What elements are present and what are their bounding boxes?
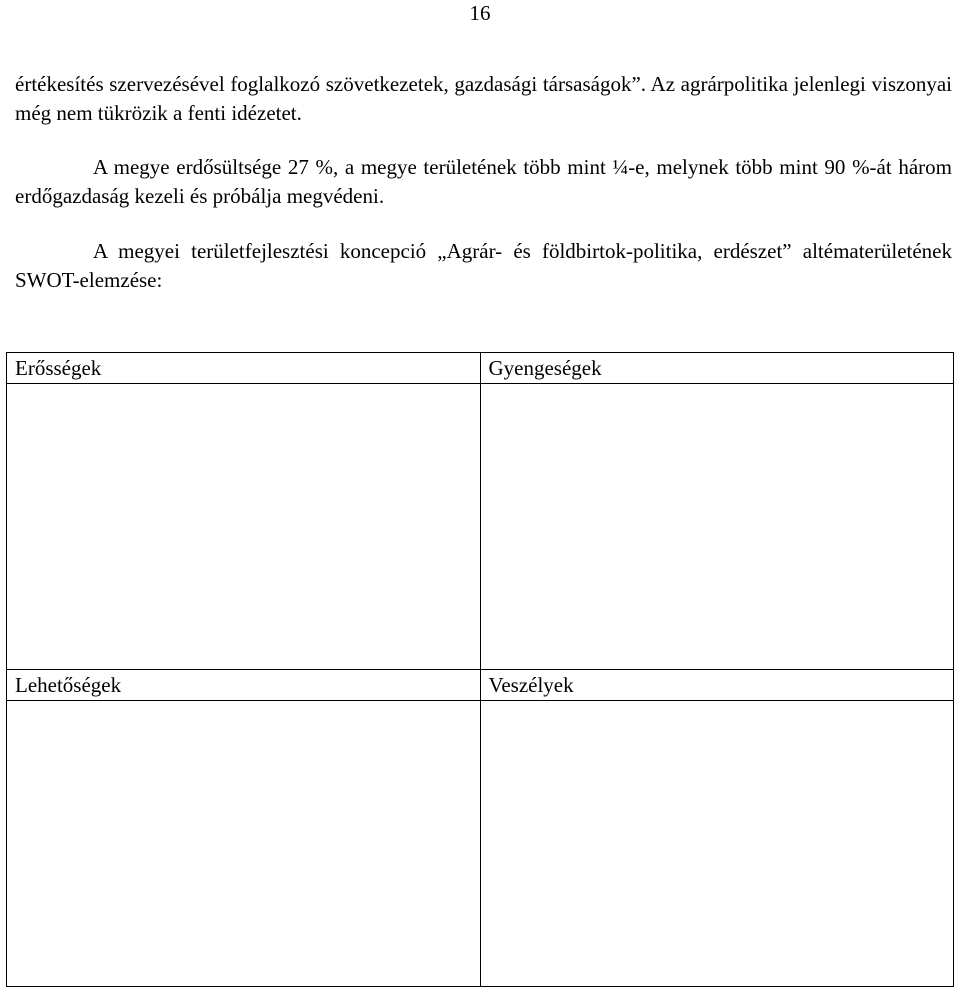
swot-opportunities-label: Lehetőségek: [15, 673, 122, 697]
paragraph-1: értékesítés szervezésével foglalkozó szövetkezetek, gazdasági társaságok”. Az agrárpolitika jelenlegi viszonyai még nem tükrözik a fenti idézetet.: [15, 72, 952, 125]
swot-table: [6, 352, 954, 987]
swot-strengths-label: Erősségek: [15, 356, 102, 380]
swot-weaknesses-label: Gyengeségek: [488, 356, 602, 380]
swot-strengths-content: [7, 384, 481, 670]
swot-threats-content: [480, 701, 954, 987]
swot-opportunities-content: [7, 701, 481, 987]
paragraph-3: A megyei területfejlesztési koncepció „Agrár- és földbirtok-politika, erdészet” altématerületének SWOT-elemzése:: [15, 239, 952, 292]
swot-strengths-header: [7, 353, 481, 384]
paragraph-2: A megye erdősültsége 27 %, a megye területének több mint ¼-e, melynek több mint 90 %-át három erdőgazdaság kezeli és próbálja megvédeni.: [15, 155, 952, 208]
swot-threats-header: [480, 670, 954, 701]
swot-opportunities-header: [7, 670, 481, 701]
swot-threats-label: Veszélyek: [488, 673, 574, 697]
swot-weaknesses-content: [480, 384, 954, 670]
page-number: 16: [469, 1, 491, 25]
swot-weaknesses-header: [480, 353, 954, 384]
